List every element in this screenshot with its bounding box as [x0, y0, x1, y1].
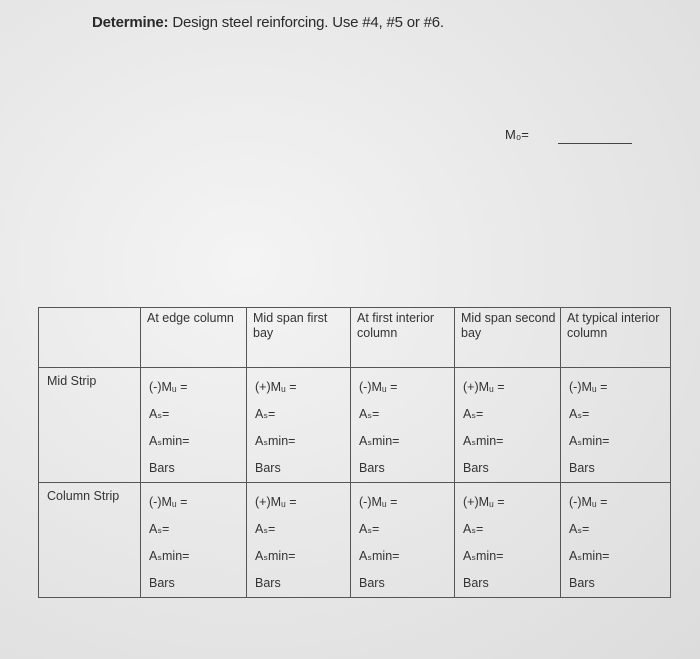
cell-line: (+)Mᵤ = [463, 495, 505, 509]
header-corner [39, 308, 141, 368]
cell-line: Aₛ= [255, 407, 276, 421]
header-mid-span-second-bay: Mid span second bay [455, 308, 561, 368]
table-cell [141, 483, 247, 598]
cell-line: (-)Mᵤ = [569, 495, 608, 509]
table-cell [351, 483, 455, 598]
table-cell [455, 483, 561, 598]
cell-line: (-)Mᵤ = [569, 380, 608, 394]
cell-line: Bars [463, 461, 489, 475]
cell-line: Aₛmin= [569, 549, 610, 563]
row-label: Mid Strip [39, 368, 141, 483]
cell-line: (+)Mᵤ = [463, 380, 505, 394]
header-at-edge-column: At edge column [141, 308, 247, 368]
mo-answer-line [558, 143, 632, 144]
heading-label: Determine: [92, 14, 169, 31]
cell-line: Bars [255, 461, 281, 475]
cell-line: Aₛmin= [463, 549, 504, 563]
cell-line: Aₛmin= [359, 549, 400, 563]
cell-line: Aₛmin= [149, 434, 190, 448]
cell-line: Bars [149, 576, 175, 590]
cell-line: Aₛ= [569, 522, 590, 536]
cell-line: (-)Mᵤ = [149, 380, 188, 394]
cell-line: Aₛ= [149, 407, 170, 421]
cell-line: Bars [569, 576, 595, 590]
cell-line: Aₛmin= [255, 434, 296, 448]
cell-line: Bars [463, 576, 489, 590]
cell-line: (+)Mᵤ = [255, 380, 297, 394]
cell-line: (-)Mᵤ = [149, 495, 188, 509]
cell-line: Aₛ= [255, 522, 276, 536]
header-at-typical-interior-column: At typical interior column [561, 308, 671, 368]
cell-line: Bars [255, 576, 281, 590]
cell-line: Aₛmin= [149, 549, 190, 563]
mo-label: M₀= [505, 127, 529, 142]
cell-line: Aₛ= [569, 407, 590, 421]
table-cell [561, 483, 671, 598]
table-cell [141, 368, 247, 483]
table-row [39, 368, 671, 483]
cell-line: Aₛ= [463, 522, 484, 536]
table-cell [561, 368, 671, 483]
header-mid-span-first-bay: Mid span first bay [247, 308, 351, 368]
table-row [39, 483, 671, 598]
cell-line: Aₛ= [149, 522, 170, 536]
heading-text: Design steel reinforcing. Use #4, #5 or #6. [172, 14, 444, 31]
problem-heading [92, 14, 444, 31]
cell-line: (+)Mᵤ = [255, 495, 297, 509]
cell-line: Aₛmin= [359, 434, 400, 448]
cell-line: Aₛmin= [569, 434, 610, 448]
cell-line: Aₛ= [359, 407, 380, 421]
cell-line: Bars [359, 461, 385, 475]
table-cell [247, 368, 351, 483]
cell-line: Aₛ= [359, 522, 380, 536]
table-cell [455, 368, 561, 483]
cell-line: (-)Mᵤ = [359, 495, 398, 509]
cell-line: Aₛmin= [255, 549, 296, 563]
cell-line: Bars [359, 576, 385, 590]
row-label: Column Strip [39, 483, 141, 598]
header-at-first-interior-column: At first interior column [351, 308, 455, 368]
cell-line: Bars [569, 461, 595, 475]
reinforcing-table [38, 307, 671, 598]
table-cell [351, 368, 455, 483]
cell-line: Aₛmin= [463, 434, 504, 448]
table-cell [247, 483, 351, 598]
cell-line: Bars [149, 461, 175, 475]
cell-line: (-)Mᵤ = [359, 380, 398, 394]
header-row [39, 308, 671, 368]
cell-line: Aₛ= [463, 407, 484, 421]
